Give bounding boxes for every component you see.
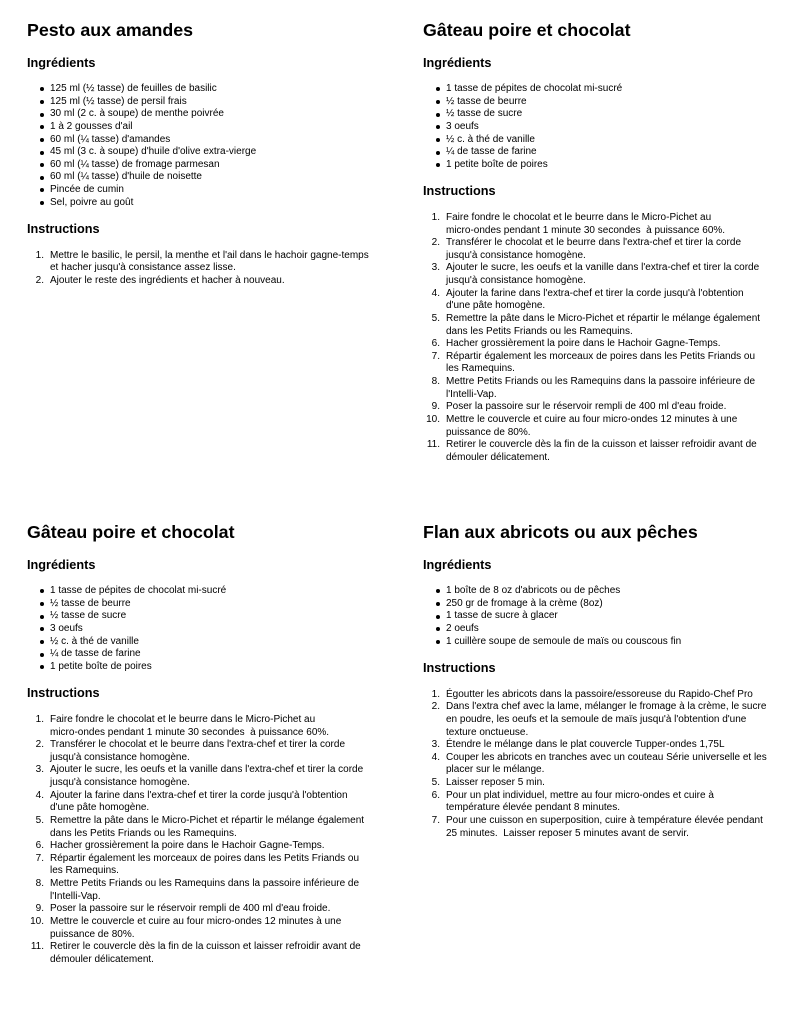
instruction-step [431, 789, 791, 815]
step-number: 1. [35, 713, 44, 725]
step-number: 3. [431, 739, 440, 751]
step-number: 5. [431, 312, 440, 324]
step-number: 4. [35, 789, 44, 801]
step-number: 7. [431, 350, 440, 362]
ingredient-text: 1 tasse de pépites de chocolat mi-sucré [446, 83, 623, 94]
step-number: 11. [426, 439, 440, 451]
ingredient-item [446, 636, 791, 649]
step-number: 2. [431, 701, 440, 713]
step-text: Mettre le basilic, le persil, la menthe et l'ail dans le hachoir gagne-temps et hacher jusqu'à consistance assez lisse. [50, 249, 369, 274]
instruction-step [35, 814, 407, 840]
ingredient-text: 60 ml (¼ tasse) de fromage parmesan [50, 158, 220, 170]
step-number: 2. [35, 275, 44, 286]
instruction-step [35, 903, 407, 916]
step-number: 6. [431, 789, 440, 801]
step-text: Étendre le mélange dans le plat couvercle Tupper-ondes 1,75L [446, 739, 725, 751]
instruction-step [431, 701, 791, 739]
recipe-title: Gâteau poire et chocolat [423, 19, 631, 40]
instruction-step [35, 852, 407, 878]
step-text: Ajouter le sucre, les oeufs et la vanille dans l'extra-chef et tirer la corde jusqu'à consistance homogène. [446, 262, 760, 286]
step-number: 4. [431, 287, 440, 299]
ingredient-item [50, 171, 407, 184]
instructions-heading: Instructions [27, 222, 100, 237]
instruction-step [35, 275, 407, 288]
ingredients-heading: Ingrédients [27, 55, 96, 70]
recipe-card-flan-abricots-peches [423, 522, 791, 841]
bullet-icon [40, 138, 44, 142]
instruction-step [431, 237, 791, 262]
step-text: Remettre la pâte dans le Micro-Pichet et répartir le mélange également dans les Petits Friands ou les Ramequins. [446, 312, 761, 337]
bullet-icon [436, 615, 440, 619]
step-number: 8. [431, 376, 440, 387]
step-number: 9. [35, 903, 44, 915]
bullet-icon [436, 163, 440, 167]
instruction-step [431, 751, 791, 777]
ingredient-item [50, 197, 407, 210]
instruction-step [30, 915, 407, 941]
ingredient-item [50, 184, 407, 197]
step-number: 5. [431, 777, 440, 788]
bullet-icon [436, 138, 440, 142]
bullet-icon [436, 627, 440, 631]
ingredient-text: ½ c. à thé de vanille [446, 133, 535, 145]
instruction-step [431, 814, 791, 840]
step-number: 1. [431, 211, 440, 223]
instruction-step [30, 941, 407, 966]
ingredient-text: ½ tasse de beurre [446, 95, 527, 107]
recipe-title: Pesto aux amandes [27, 19, 194, 40]
bullet-icon [436, 640, 440, 644]
ingredients-list [423, 83, 791, 171]
ingredient-item [446, 83, 791, 96]
bullet-icon [436, 87, 440, 91]
recipe-card-gateau-poire-chocolat [423, 20, 791, 465]
instruction-step [431, 350, 791, 376]
bullet-icon [436, 125, 440, 129]
step-text: Ajouter la farine dans l'extra-chef et tirer la corde jusqu'à l'obtention d'une pâte homogène. [446, 287, 744, 312]
ingredients-heading: Ingrédients [423, 557, 492, 572]
ingredient-text: 125 ml (½ tasse) de persil frais [50, 95, 187, 107]
ingredient-text: ¼ de tasse de farine [50, 648, 141, 660]
ingredient-text: Pincée de cumin [50, 184, 124, 195]
step-text: Retirer le couvercle dès la fin de la cuisson et laisser refroidir avant de démouler délicatement. [50, 941, 361, 965]
bullet-icon [40, 87, 44, 91]
bullet-icon [40, 113, 44, 117]
step-text: Ajouter le sucre, les oeufs et la vanille dans l'extra-chef et tirer la corde jusqu'à consistance homogène. [50, 764, 364, 788]
instruction-step [431, 777, 791, 790]
bullet-icon [436, 589, 440, 593]
step-number: 5. [35, 814, 44, 826]
bullet-icon [436, 151, 440, 155]
instructions-list [27, 250, 407, 288]
step-text: Poser la passoire sur le réservoir rempli de 400 ml d'eau froide. [446, 401, 727, 413]
step-number: 7. [431, 814, 440, 826]
ingredient-text: 1 petite boîte de poires [50, 660, 152, 672]
bullet-icon [436, 100, 440, 104]
ingredient-text: 1 petite boîte de poires [446, 158, 548, 170]
bullet-icon [436, 113, 440, 117]
ingredient-item [446, 146, 791, 159]
instruction-step [35, 764, 407, 789]
ingredient-text: 1 à 2 gousses d'ail [50, 120, 133, 132]
step-number: 10. [426, 413, 440, 425]
instruction-step [426, 439, 791, 464]
step-text: Laisser reposer 5 min. [446, 777, 545, 788]
step-text: Remettre la pâte dans le Micro-Pichet et répartir le mélange également dans les Petits Friands ou les Ramequins. [50, 814, 365, 839]
ingredient-text: ¼ de tasse de farine [446, 146, 537, 158]
instruction-step [431, 739, 791, 752]
ingredient-text: ½ c. à thé de vanille [50, 635, 139, 647]
step-number: 3. [431, 262, 440, 274]
bullet-icon [40, 188, 44, 192]
ingredient-text: ½ tasse de beurre [50, 597, 131, 609]
step-text: Répartir également les morceaux de poires dans les Petits Friands ou les Ramequins. [446, 350, 756, 375]
bullet-icon [40, 627, 44, 631]
step-text: Mettre Petits Friands ou les Ramequins dans la passoire inférieure de l'Intelli-Vap. [50, 878, 360, 902]
ingredient-item [50, 96, 407, 109]
ingredient-text: 1 boîte de 8 oz d'abricots ou de pêches [446, 585, 621, 596]
step-number: 1. [431, 688, 440, 700]
ingredient-item [50, 585, 407, 598]
step-text: Faire fondre le chocolat et le beurre dans le Micro-Pichet au micro-ondes pendant 1 minute 30 secondes à puissance 60%. [50, 713, 330, 738]
ingredient-item [50, 146, 407, 159]
ingredient-text: 60 ml (¼ tasse) d'amandes [50, 133, 171, 145]
step-number: 1. [35, 249, 44, 261]
bullet-icon [40, 163, 44, 167]
step-text: Dans l'extra chef avec la lame, mélanger le fromage à la crème, le sucre en poudre, les oeufs et la semoule de maïs jusqu'à l'obtention d'une texture onctueuse. [446, 701, 767, 738]
step-text: Égoutter les abricots dans la passoire/essoreuse du Rapido-Chef Pro [446, 688, 753, 700]
instruction-step [431, 287, 791, 313]
ingredient-text: 3 oeufs [50, 622, 83, 634]
instruction-step [431, 376, 791, 401]
step-number: 8. [35, 878, 44, 889]
ingredient-text: 60 ml (¼ tasse) d'huile de noisette [50, 171, 202, 183]
ingredient-text: ½ tasse de sucre [50, 610, 127, 622]
step-text: Ajouter la farine dans l'extra-chef et tirer la corde jusqu'à l'obtention d'une pâte homogène. [50, 789, 348, 814]
bullet-icon [40, 125, 44, 129]
step-number: 4. [431, 751, 440, 763]
instructions-list [27, 714, 407, 967]
instruction-step [431, 312, 791, 338]
bullet-icon [40, 615, 44, 619]
step-number: 11. [30, 941, 44, 953]
step-text: Retirer le couvercle dès la fin de la cuisson et laisser refroidir avant de démouler délicatement. [446, 439, 757, 463]
instruction-step [426, 413, 791, 439]
ingredient-text: 250 gr de fromage à la crème (8oz) [446, 597, 603, 609]
bullet-icon [40, 151, 44, 155]
ingredient-item [50, 623, 407, 636]
ingredient-item [50, 610, 407, 623]
step-text: Transférer le chocolat et le beurre dans l'extra-chef et tirer la corde jusqu'à consistance homogène. [446, 237, 742, 261]
step-number: 9. [431, 401, 440, 413]
instruction-step [431, 688, 791, 702]
ingredients-list [27, 83, 407, 209]
ingredient-text: 1 cuillère soupe de semoule de maïs ou couscous fin [446, 635, 682, 647]
instructions-list [423, 212, 791, 465]
ingredients-list [27, 585, 407, 673]
ingredients-list [423, 585, 791, 648]
ingredient-text: 1 tasse de pépites de chocolat mi-sucré [50, 585, 227, 596]
instructions-heading: Instructions [27, 686, 100, 701]
ingredient-item [50, 121, 407, 134]
step-text: Couper les abricots en tranches avec un couteau Série universelle et les placer sur le mélange. [446, 751, 767, 776]
ingredient-item [50, 648, 407, 661]
ingredient-text: Sel, poivre au goût [50, 196, 134, 208]
bullet-icon [40, 589, 44, 593]
ingredients-heading: Ingrédients [423, 55, 492, 70]
ingredient-text: 30 ml (2 c. à soupe) de menthe poivrée [50, 108, 224, 120]
ingredient-item [446, 623, 791, 636]
bullet-icon [40, 176, 44, 180]
instructions-list [423, 689, 791, 841]
step-text: Poser la passoire sur le réservoir rempli de 400 ml d'eau froide. [50, 903, 331, 915]
ingredient-item [50, 83, 407, 96]
ingredient-item [50, 661, 407, 674]
ingredient-text: 1 tasse de sucre à glacer [446, 610, 558, 622]
instruction-step [35, 840, 407, 853]
bullet-icon [40, 640, 44, 644]
ingredient-item [50, 159, 407, 172]
ingredient-text: 45 ml (3 c. à soupe) d'huile d'olive extra-vierge [50, 146, 257, 158]
step-text: Hacher grossièrement la poire dans le Hachoir Gagne-Temps. [446, 338, 721, 350]
bullet-icon [40, 201, 44, 205]
step-number: 6. [431, 338, 440, 350]
recipe-title: Flan aux abricots ou aux pêches [423, 521, 698, 542]
ingredient-item [446, 585, 791, 598]
ingredient-text: ½ tasse de sucre [446, 108, 523, 120]
instruction-step [35, 249, 407, 275]
step-text: Pour une cuisson en superposition, cuire à température élevée pendant 25 minutes. Laisser reposer 5 minutes avant de servir. [446, 814, 763, 839]
recipe-card-pesto-aux-amandes [27, 20, 407, 288]
bullet-icon [40, 653, 44, 657]
ingredient-item [446, 96, 791, 109]
step-text: Mettre Petits Friands ou les Ramequins dans la passoire inférieure de l'Intelli-Vap. [446, 376, 756, 400]
recipe-card-gateau-poire-chocolat-2 [27, 522, 407, 967]
ingredient-item [446, 159, 791, 172]
instruction-step [431, 262, 791, 287]
step-text: Mettre le couvercle et cuire au four micro-ondes 12 minutes à une puissance de 80%. [446, 413, 738, 438]
instruction-step [35, 878, 407, 903]
ingredient-text: 125 ml (½ tasse) de feuilles de basilic [50, 83, 217, 94]
step-text: Répartir également les morceaux de poires dans les Petits Friands ou les Ramequins. [50, 852, 360, 877]
step-number: 6. [35, 840, 44, 852]
step-number: 10. [30, 915, 44, 927]
instruction-step [35, 789, 407, 815]
instruction-step [431, 211, 791, 237]
instruction-step [35, 713, 407, 739]
recipe-title: Gâteau poire et chocolat [27, 521, 235, 542]
step-text: Faire fondre le chocolat et le beurre dans le Micro-Pichet au micro-ondes pendant 1 minute 30 secondes à puissance 60%. [446, 211, 726, 236]
instruction-step [431, 401, 791, 414]
step-text: Mettre le couvercle et cuire au four micro-ondes 12 minutes à une puissance de 80%. [50, 915, 342, 940]
ingredient-text: 2 oeufs [446, 622, 479, 634]
ingredient-item [446, 598, 791, 611]
instruction-step [431, 338, 791, 351]
step-text: Ajouter le reste des ingrédients et hacher à nouveau. [50, 275, 285, 286]
bullet-icon [40, 665, 44, 669]
ingredient-text: 3 oeufs [446, 120, 479, 132]
ingredient-item [50, 636, 407, 649]
ingredient-item [446, 134, 791, 147]
ingredient-item [446, 121, 791, 134]
ingredient-item [50, 134, 407, 147]
ingredient-item [446, 108, 791, 121]
ingredient-item [446, 610, 791, 623]
instruction-step [35, 739, 407, 764]
step-text: Hacher grossièrement la poire dans le Hachoir Gagne-Temps. [50, 840, 325, 852]
step-number: 2. [431, 237, 440, 249]
ingredient-item [50, 108, 407, 121]
instructions-heading: Instructions [423, 184, 496, 199]
step-number: 3. [35, 764, 44, 776]
ingredients-heading: Ingrédients [27, 557, 96, 572]
step-number: 2. [35, 739, 44, 751]
instructions-heading: Instructions [423, 661, 496, 676]
bullet-icon [40, 602, 44, 606]
bullet-icon [436, 602, 440, 606]
step-text: Transférer le chocolat et le beurre dans l'extra-chef et tirer la corde jusqu'à consistance homogène. [50, 739, 346, 763]
ingredient-item [50, 598, 407, 611]
bullet-icon [40, 100, 44, 104]
step-number: 7. [35, 852, 44, 864]
step-text: Pour un plat individuel, mettre au four micro-ondes et cuire à température élevée pendant 8 minutes. [446, 789, 714, 814]
